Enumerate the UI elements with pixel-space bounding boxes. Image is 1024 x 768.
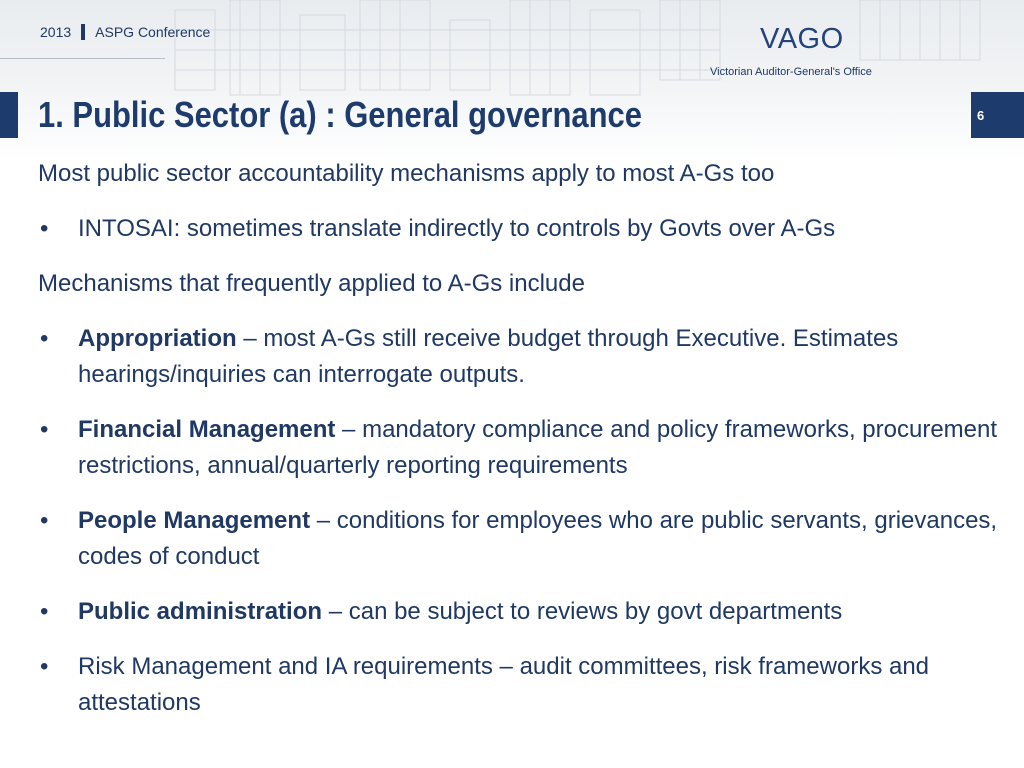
bullet-text: Risk Management and IA requirements – audit committees, risk frameworks and attestations: [78, 653, 930, 716]
bullet-term: Appropriation: [78, 325, 237, 352]
logo-subtitle: Victorian Auditor-General's Office: [710, 66, 872, 78]
page-number-box: [971, 92, 1024, 138]
bullet-intosai: [38, 211, 1018, 247]
intro-paragraph: Most public sector accountability mechanisms apply to most A-Gs too: [38, 160, 775, 187]
slide-body: [38, 156, 1018, 740]
bullet-text: – most A-Gs still receive budget through Executive. Estimates hearings/inquiries can interrogate outputs.: [78, 325, 899, 388]
conference-year: 2013: [40, 24, 72, 40]
bullet-public-administration: [38, 594, 1018, 630]
conference-name: ASPG Conference: [95, 24, 211, 40]
conference-label: [40, 24, 210, 40]
bullet-risk-management: [38, 649, 1018, 721]
bullet-appropriation: [38, 321, 1018, 393]
mechanisms-paragraph: Mechanisms that frequently applied to A-Gs include: [38, 270, 585, 297]
bullet-text: – conditions for employees who are public servants, grievances, codes of conduct: [78, 507, 998, 570]
bullet-financial-management: [38, 412, 1018, 484]
bullet-term: People Management: [78, 507, 311, 534]
bullet-icon: •: [40, 653, 49, 680]
page-number: 6: [977, 108, 985, 123]
title-accent-bar: [0, 92, 18, 138]
separator-bar: [81, 24, 85, 40]
bullet-icon: •: [40, 507, 49, 534]
bullet-text: – can be subject to reviews by govt departments: [322, 598, 843, 625]
bullet-text: – mandatory compliance and policy frameworks, procurement restrictions, annual/quarterly reporting requirements: [78, 416, 998, 479]
bullet-icon: •: [40, 598, 49, 625]
bullet-text: INTOSAI: sometimes translate indirectly to controls by Govts over A-Gs: [78, 215, 836, 242]
conference-underline: [0, 58, 165, 59]
slide-title: 1. Public Sector (a) : General governance: [38, 94, 642, 135]
bullet-icon: •: [40, 215, 49, 242]
bullet-icon: •: [40, 416, 49, 443]
bullet-icon: •: [40, 325, 49, 352]
bullet-term: Public administration: [78, 598, 323, 625]
bullet-people-management: [38, 503, 1018, 575]
bullet-term: Financial Management: [78, 416, 336, 443]
logo-wordmark: VAGO: [760, 23, 844, 55]
